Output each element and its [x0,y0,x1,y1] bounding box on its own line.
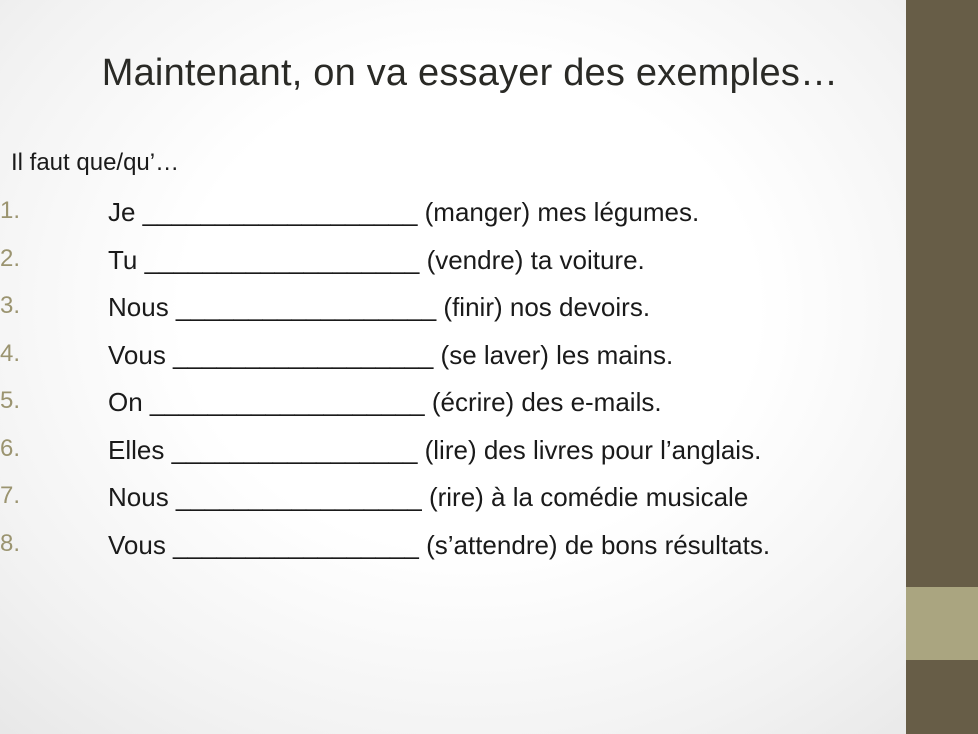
item-text: Vous _________________ (s’attendre) de bons résultats. [108,529,771,560]
item-number: 7. [0,482,21,509]
side-bar-accent [906,587,978,660]
item-number: 4. [0,339,21,367]
item-text: Nous __________________ (finir) nos devoirs. [108,292,651,322]
intro-text: Il faut que/qu’… [11,149,180,176]
item-text: Je ___________________ (manger) mes légumes. [108,197,700,227]
item-number: 2. [0,244,21,272]
item-text: Elles _________________ (lire) des livres pour l’anglais. [108,434,762,465]
item-number: 1. [0,197,21,224]
item-number: 6. [0,434,21,462]
item-number: 8. [0,529,21,557]
item-text: On ___________________ (écrire) des e-mails. [108,387,662,417]
item-number: 3. [0,292,21,319]
item-number: 5. [0,387,21,414]
item-text: Tu ___________________ (vendre) ta voiture. [108,244,645,275]
slide-title: Maintenant, on va essayer des exemples… [101,52,839,94]
item-text: Nous _________________ (rire) à la comédie musicale [108,482,749,512]
item-text: Vous __________________ (se laver) les mains. [108,339,674,370]
